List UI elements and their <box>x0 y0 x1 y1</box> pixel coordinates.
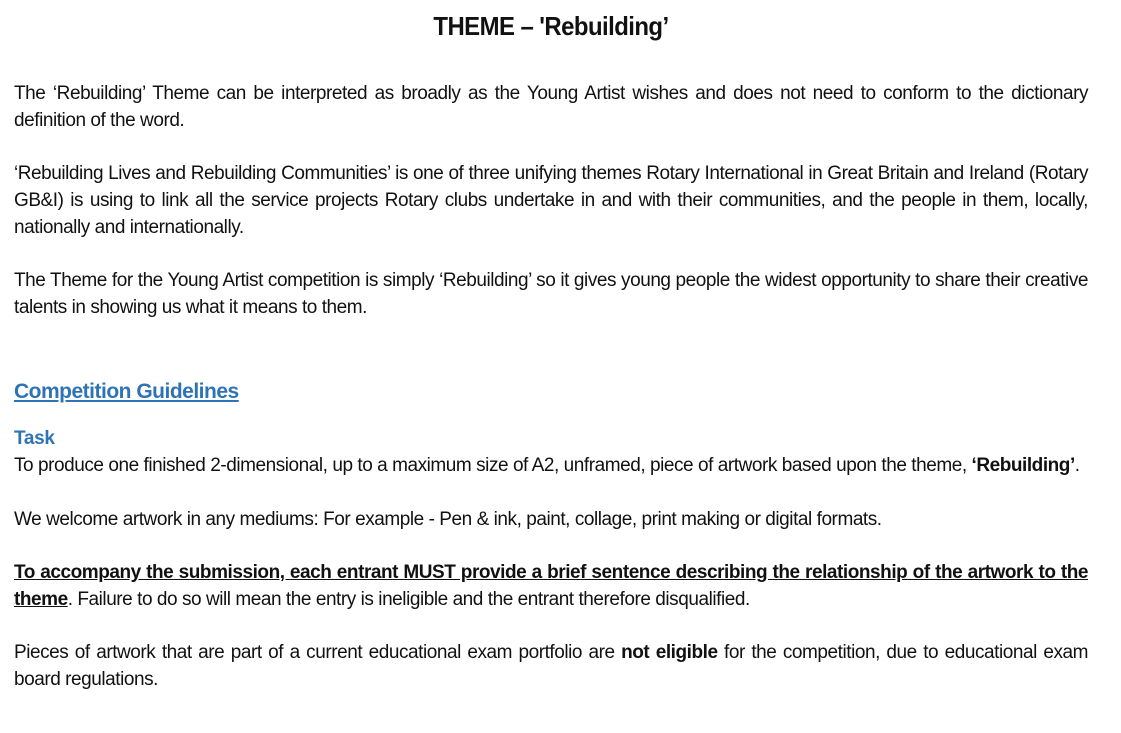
task-theme: ‘Rebuilding’ <box>971 455 1075 476</box>
intro-paragraph-2: ‘Rebuilding Lives and Rebuilding Communities’ is one of three unifying themes Rotary International in Great Britain and Ireland (Rotary GB&I) is using to link all the service projects Rotary clubs undertake in and with their communities, and the people in them, locally, nationally and internationally. <box>14 163 1088 238</box>
task-text: To produce one finished 2-dimensional, up to a maximum size of A2, unframed, piece of artwork based upon the theme, <box>14 455 972 476</box>
intro-paragraph-3: The Theme for the Young Artist competition is simply ‘Rebuilding’ so it gives young people the widest opportunity to share their creative talents in showing us what it means to them. <box>14 270 1088 318</box>
task-paragraph <box>14 452 1088 479</box>
eligibility-end: for the competition, due to educational exam board regulations. <box>14 642 1088 690</box>
eligibility-emphasis: not eligible <box>621 642 718 663</box>
task-heading: Task <box>14 428 55 449</box>
requirement-rest: . Failure to do so will mean the entry is ineligible and the entrant therefore disqualified. <box>67 589 750 610</box>
requirement-paragraph <box>14 559 1088 613</box>
page-title: THEME – 'Rebuilding’ <box>433 11 669 41</box>
competition-guidelines-heading: Competition Guidelines <box>14 380 239 403</box>
task-end: . <box>1074 455 1080 476</box>
eligibility-start: Pieces of artwork that are part of a current educational exam portfolio are <box>14 642 622 663</box>
requirement-emphasis: To accompany the submission, each entrant MUST provide a brief sentence describing the relationship of the artwork to the theme <box>14 562 1088 610</box>
intro-paragraph-1: The ‘Rebuilding’ Theme can be interpreted as broadly as the Young Artist wishes and does not need to conform to the dictionary definition of the word. <box>14 83 1088 131</box>
mediums-paragraph: We welcome artwork in any mediums: For example - Pen & ink, paint, collage, print making or digital formats. <box>14 509 882 530</box>
document-page <box>14 0 1088 693</box>
eligibility-paragraph <box>14 639 1088 693</box>
